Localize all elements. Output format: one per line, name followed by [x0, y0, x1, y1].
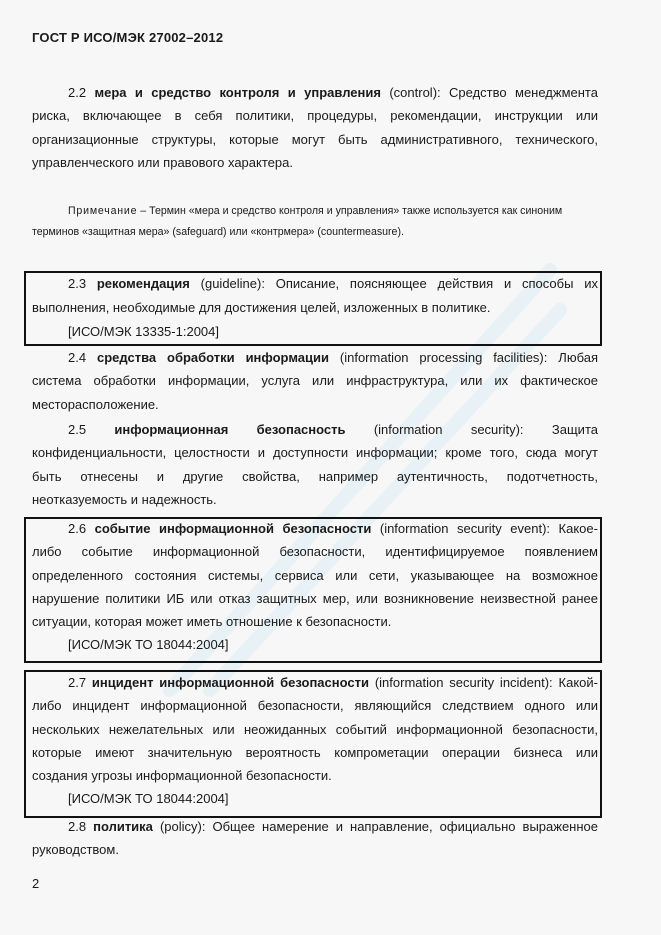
term-text-line: риска, включающее в себя политики, процедуры, рекомендации, инструкции или [32, 108, 598, 124]
term-number: 2.8 [68, 819, 87, 834]
term-english: (information security): [373, 422, 524, 437]
term-text-line: месторасположение. [32, 396, 159, 412]
term-text: Какой- [558, 675, 598, 690]
term-title: политика [93, 819, 153, 834]
term-title: событие информационной безопасности [94, 521, 372, 536]
note-text: терминов «защитная мера» (safeguard) или «контрмера» (countermeasure). [32, 226, 404, 238]
term-number: 2.3 [68, 276, 87, 291]
term-2-4 [32, 346, 598, 416]
term-title: мера и средство контроля и управления [94, 85, 381, 100]
note [32, 201, 598, 243]
term-text-line: либо событие информационной безопасности, идентифицируемое появлением [32, 544, 598, 560]
term-text-line: создания угрозы информационной безопасности. [32, 768, 332, 784]
term-2-2 [32, 81, 598, 174]
term-number: 2.2 [68, 85, 87, 100]
term-text-line: либо инцидент информационной безопасности, являющийся следствием одного или [32, 698, 598, 714]
term-english: (information processing facilities): [339, 350, 548, 365]
term-2-3 [32, 272, 598, 344]
term-title: инцидент информационной безопасности [91, 675, 369, 690]
term-reference: [ИСО/МЭК ТО 18044:2004] [68, 637, 229, 653]
term-text-line: ситуации, которая может иметь отношение к безопасности. [32, 614, 392, 630]
term-english: (policy): [159, 819, 206, 834]
term-english: (control): [389, 85, 441, 100]
term-box-2-7 [24, 670, 602, 818]
term-text-line: организационные структуры, которые могут быть административного, технического, [32, 131, 598, 147]
term-text-line: руководством. [32, 842, 119, 858]
term-text-line: которые имеют значительную вероятность компрометации операции бизнеса или [32, 744, 598, 760]
term-text-line: конфиденциальности, целостности и доступности информации; кроме того, сюда могут [32, 445, 598, 461]
term-number: 2.4 [68, 350, 87, 365]
term-title: средства обработки информации [96, 350, 329, 365]
term-text: Описание, поясняющее действия и способы их [275, 276, 598, 291]
term-english: (guideline): [200, 276, 265, 291]
term-box-2-6 [24, 517, 602, 663]
term-2-8 [32, 815, 598, 862]
term-text-line: быть отнесены и другие свойства, например аутентичность, подотчетность, [32, 468, 598, 484]
document-header: ГОСТ Р ИСО/МЭК 27002–2012 [32, 30, 224, 45]
term-reference: [ИСО/МЭК ТО 18044:2004] [68, 791, 229, 807]
term-number: 2.5 [68, 422, 87, 437]
term-number: 2.6 [68, 521, 87, 536]
term-2-5 [32, 418, 598, 511]
note-label: Примечание [68, 205, 138, 217]
term-text: Любая [558, 350, 598, 365]
term-number: 2.7 [68, 675, 87, 690]
term-text-line: нескольких нежелательных или неожиданных событий информационной безопасности, [32, 721, 598, 737]
term-text-line: управленческого или правового характера. [32, 154, 293, 170]
term-english: (information security event): [379, 521, 551, 536]
term-text-line: нарушение политики ИБ или отказ защитных мер, или возникновение неизвестной ранее [32, 590, 598, 606]
note-text: – Термин «мера и средство контроля и управления» также используется как синоним [140, 205, 563, 217]
term-text: Средство менеджмента [449, 85, 598, 100]
term-text: Общее намерение и направление, официально выраженное [212, 819, 598, 834]
term-title: рекомендация [96, 276, 190, 291]
term-text-line: определенного состояния системы, сервиса или сети, указывающее на возможное [32, 567, 598, 583]
term-text: Какое- [558, 521, 598, 536]
term-reference: [ИСО/МЭК 13335-1:2004] [68, 324, 219, 339]
page-number: 2 [32, 876, 40, 891]
term-box-2-3 [24, 271, 602, 346]
term-text-line: неотказуемость и надежность. [32, 491, 217, 507]
term-text-line: система обработки информации, услуга или инфраструктура, или их фактическое [32, 373, 598, 389]
term-title: информационная безопасность [114, 422, 346, 437]
term-english: (information security incident): [374, 675, 553, 690]
term-text: Защита [551, 422, 598, 437]
term-text-line: выполнения, необходимые для достижения целей, изложенных в политике. [32, 300, 491, 315]
term-2-7 [32, 671, 598, 811]
term-2-6 [32, 517, 598, 657]
